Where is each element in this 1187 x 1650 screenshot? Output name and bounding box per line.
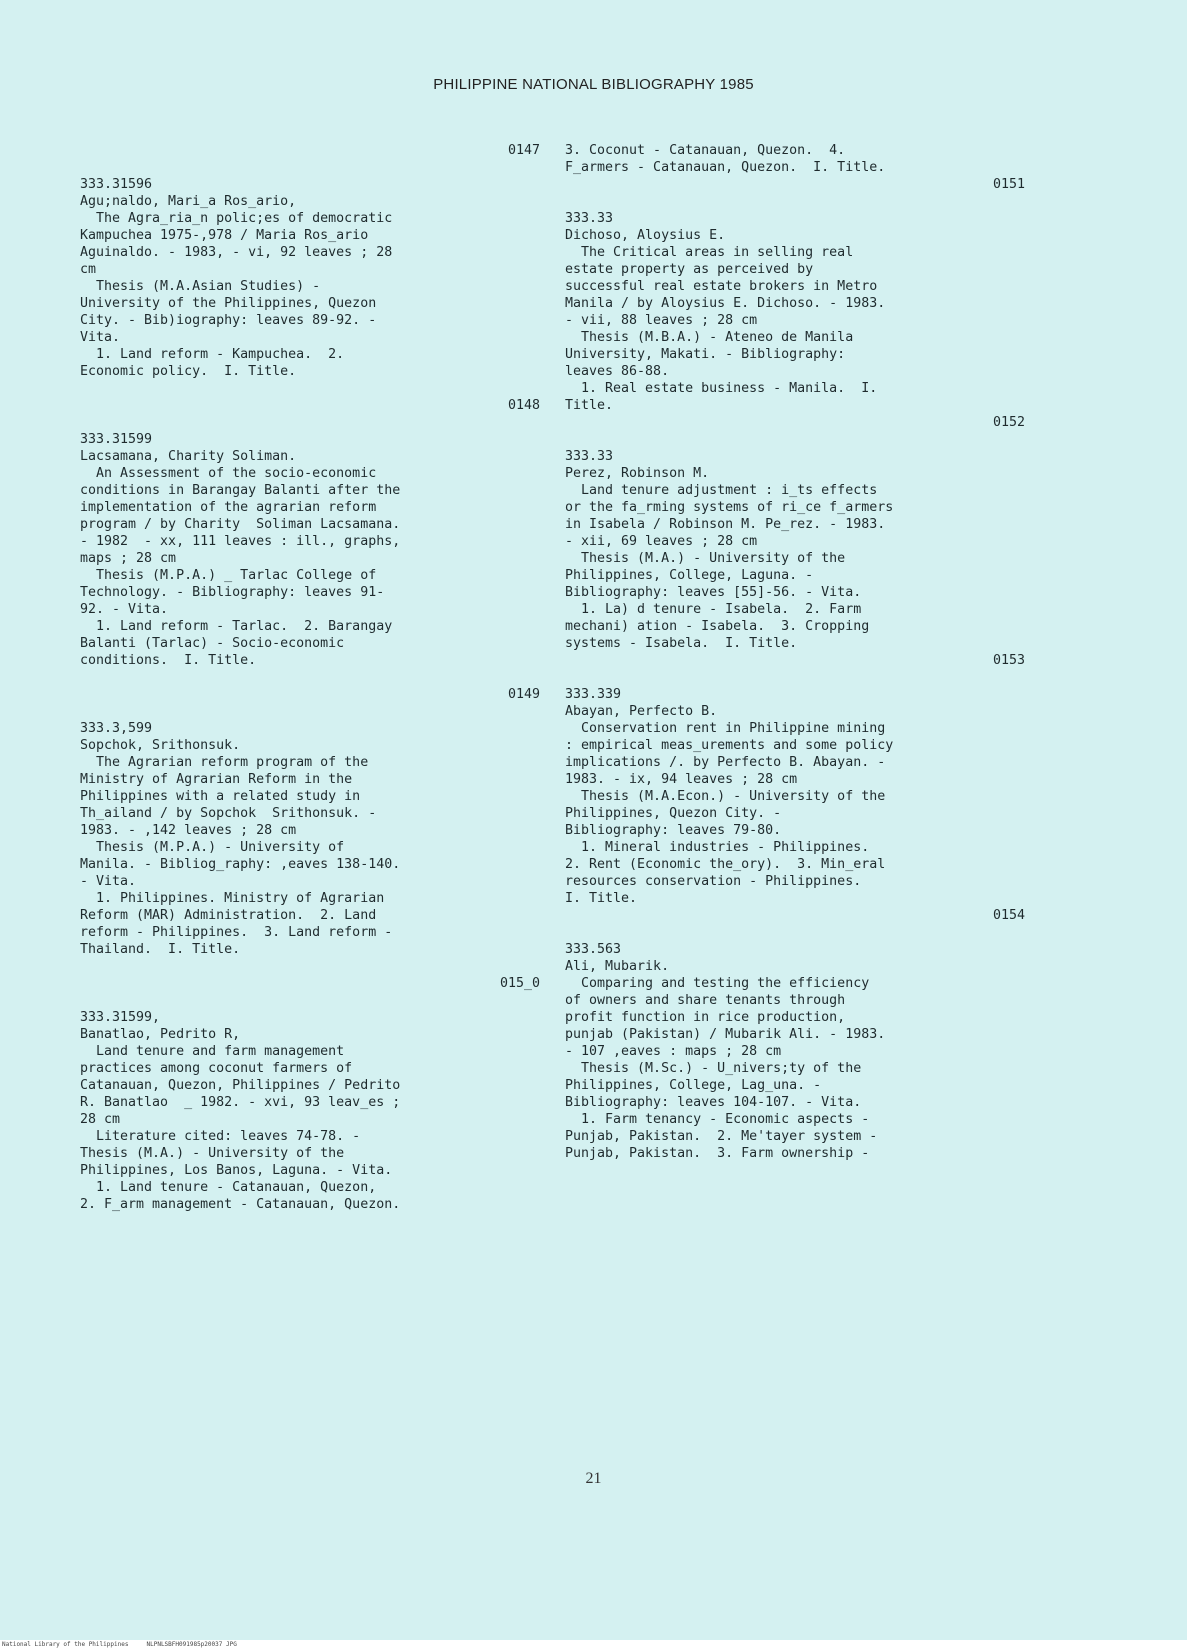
- bibliography-entry: [565, 210, 1025, 448]
- spacer: [80, 669, 540, 686]
- call-number: 333.31599: [80, 432, 153, 447]
- entry-line: Thailand. I. Title.: [80, 942, 241, 957]
- entry-line: Comparing and testing the efficiency: [565, 976, 870, 991]
- call-number: 333.339: [565, 687, 622, 702]
- entry-line: Thesis (M.A.) - University of the: [80, 1146, 345, 1161]
- entry-line: Manila / by Aloysius E. Dichoso. - 1983.: [565, 296, 886, 311]
- entry-line: Philippines with a related study in: [80, 789, 361, 804]
- entry-line: leaves 86-88.: [565, 364, 670, 379]
- entry-line: Agu;naldo, Mari_a Ros_ario,: [80, 194, 297, 209]
- entry-line: Literature cited: leaves 74-78. -: [80, 1129, 361, 1144]
- entry-line: Abayan, Perfecto B.: [565, 704, 718, 719]
- entry-line: 2. Rent (Economic the_ory). 3. Min_eral: [565, 857, 886, 872]
- entry-line: maps ; 28 cm: [80, 551, 177, 566]
- entry-number: 0152: [992, 415, 1025, 430]
- entry-line: City. - Bib)iography: leaves 89-92. -: [80, 313, 377, 328]
- entry-line: in Isabela / Robinson M. Pe_rez. - 1983.: [565, 517, 886, 532]
- page-number: 21: [585, 1470, 602, 1487]
- entry-line: Aguinaldo. - 1983, - vi, 92 leaves ; 28: [80, 245, 393, 260]
- entry-line: R. Banatlao _ 1982. - xvi, 93 leav_es ;: [80, 1095, 401, 1110]
- entry-line: conditions in Barangay Balanti after the: [80, 483, 401, 498]
- entry-line: Technology. - Bibliography: leaves 91-: [80, 585, 385, 600]
- entry-line: practices among coconut farmers of: [80, 1061, 353, 1076]
- entry-line: University of the Philippines, Quezon: [80, 296, 377, 311]
- entry-line: Thesis (M.A.Econ.) - University of the: [565, 789, 886, 804]
- entry-line: Land tenure and farm management: [80, 1044, 345, 1059]
- entry-line: Thesis (M.A.Asian Studies) -: [80, 279, 321, 294]
- entry-line: : empirical meas_urements and some policy: [565, 738, 894, 753]
- call-number: 333.563: [565, 942, 622, 957]
- entry-line: 1983. - ix, 94 leaves ; 28 cm: [565, 772, 798, 787]
- entry-line: Punjab, Pakistan. 2. Me'tayer system -: [565, 1129, 878, 1144]
- entry-line: 1. Philippines. Ministry of Agrarian: [80, 891, 385, 906]
- entry-line: estate property as perceived by: [565, 262, 814, 277]
- spacer: [80, 414, 540, 431]
- entry-line: Philippines, College, Lag_una. -: [565, 1078, 822, 1093]
- entry-line: 1. Land tenure - Catanauan, Quezon,: [80, 1180, 377, 1195]
- entry-line: Ministry of Agrarian Reform in the: [80, 772, 353, 787]
- bibliography-entry: [80, 142, 540, 397]
- entry-line: implementation of the agrarian reform: [80, 500, 377, 515]
- entry-line: Philippines, Los Banos, Laguna. - Vita.: [80, 1163, 393, 1178]
- entry-line: The Critical areas in selling real: [565, 245, 854, 260]
- entry-line: or the fa_rming systems of ri_ce f_armers: [565, 500, 894, 515]
- entry-line: - 107 ,eaves : maps ; 28 cm: [565, 1044, 782, 1059]
- entry-line: Thesis (M.P.A.) - University of: [80, 840, 345, 855]
- right-column: [565, 142, 1025, 1179]
- spacer: [80, 992, 540, 1009]
- left-column: [80, 142, 540, 1230]
- entry-line: Reform (MAR) Administration. 2. Land: [80, 908, 377, 923]
- entry-line: reform - Philippines. 3. Land reform -: [80, 925, 393, 940]
- spacer: [80, 958, 540, 975]
- entry-line: 92. - Vita.: [80, 602, 169, 617]
- entry-line: Bibliography: leaves 104-107. - Vita.: [565, 1095, 862, 1110]
- entry-line: - Vita.: [80, 874, 137, 889]
- entry-line: Catanauan, Quezon, Philippines / Pedrito: [80, 1078, 401, 1093]
- bibliography-entry: [565, 941, 1025, 1179]
- entry-line: Thesis (M.Sc.) - U_nivers;ty of the: [565, 1061, 862, 1076]
- spacer: [80, 1213, 540, 1230]
- entry-line: F_armers - Catanauan, Quezon. I. Title.: [565, 160, 886, 175]
- entry-line: Bibliography: leaves [55]-56. - Vita.: [565, 585, 862, 600]
- entry-line: I. Title.: [565, 891, 638, 906]
- entry-number: 0147: [507, 143, 540, 158]
- spacer: [80, 159, 540, 176]
- entry-line: Philippines, College, Laguna. -: [565, 568, 814, 583]
- entry-line: Title.: [565, 398, 614, 413]
- entry-line: Conservation rent in Philippine mining: [565, 721, 886, 736]
- entry-number: 0154: [992, 908, 1025, 923]
- bibliography-entry: [80, 397, 540, 686]
- entry-line: - xii, 69 leaves ; 28 cm: [565, 534, 758, 549]
- entry-line: Thesis (M.P.A.) _ Tarlac College of: [80, 568, 377, 583]
- entry-number: 015_0: [499, 976, 540, 991]
- call-number: 333.31599,: [80, 1010, 161, 1025]
- entry-line: Punjab, Pakistan. 3. Farm ownership -: [565, 1146, 870, 1161]
- entry-line: Balanti (Tarlac) - Socio-economic: [80, 636, 345, 651]
- entry-line: profit function in rice production,: [565, 1010, 846, 1025]
- entry-line: successful real estate brokers in Metro: [565, 279, 878, 294]
- entry-line: Land tenure adjustment : i_ts effects: [565, 483, 878, 498]
- bibliography-entry: [565, 142, 1025, 210]
- entry-line: Vita.: [80, 330, 121, 345]
- entry-line: Thesis (M.B.A.) - Ateneo de Manila: [565, 330, 854, 345]
- page-header: PHILIPPINE NATIONAL BIBLIOGRAPHY 1985: [433, 76, 754, 93]
- entry-line: implications /. by Perfecto B. Abayan. -: [565, 755, 886, 770]
- entry-line: Bibliography: leaves 79-80.: [565, 823, 782, 838]
- spacer: [565, 193, 1025, 210]
- entry-line: Kampuchea 1975-,978 / Maria Ros_ario: [80, 228, 369, 243]
- entry-line: 1. Land reform - Kampuchea. 2.: [80, 347, 345, 362]
- call-number: 333.33: [565, 449, 614, 464]
- entry-line: Banatlao, Pedrito R,: [80, 1027, 241, 1042]
- entry-line: 1. La) d tenure - Isabela. 2. Farm: [565, 602, 862, 617]
- entry-line: 1. Land reform - Tarlac. 2. Barangay: [80, 619, 393, 634]
- entry-line: punjab (Pakistan) / Mubarik Ali. - 1983.: [565, 1027, 886, 1042]
- entry-line: 2. F_arm management - Catanauan, Quezon.: [80, 1197, 401, 1212]
- call-number: 333.31596: [80, 177, 153, 192]
- entry-line: conditions. I. Title.: [80, 653, 257, 668]
- spacer: [565, 1162, 1025, 1179]
- entry-line: cm: [80, 262, 97, 277]
- entry-line: Ali, Mubarik.: [565, 959, 670, 974]
- entry-number: 0149: [507, 687, 540, 702]
- entry-number: 0151: [992, 177, 1025, 192]
- entry-number: 0148: [507, 398, 540, 413]
- entry-line: Philippines, Quezon City. -: [565, 806, 782, 821]
- call-number: 333.33: [565, 211, 614, 226]
- spacer: [565, 924, 1025, 941]
- entry-line: - vii, 88 leaves ; 28 cm: [565, 313, 758, 328]
- entry-line: 1. Farm tenancy - Economic aspects -: [565, 1112, 870, 1127]
- entry-line: 1. Mineral industries - Philippines.: [565, 840, 870, 855]
- entry-line: program / by Charity Soliman Lacsamana.: [80, 517, 401, 532]
- entry-line: The Agra_ria_n polic;es of democratic: [80, 211, 393, 226]
- bibliography-entry: [80, 975, 540, 1230]
- bibliography-entry: [565, 448, 1025, 686]
- entry-number: 0153: [992, 653, 1025, 668]
- entry-line: mechani) ation - Isabela. 3. Cropping: [565, 619, 870, 634]
- entry-line: 28 cm: [80, 1112, 121, 1127]
- bibliography-entry: [565, 686, 1025, 941]
- entry-line: An Assessment of the socio-economic: [80, 466, 377, 481]
- entry-line: Sopchok, Srithonsuk.: [80, 738, 241, 753]
- entry-line: Th_ailand / by Sopchok Srithonsuk. -: [80, 806, 377, 821]
- entry-line: systems - Isabela. I. Title.: [565, 636, 798, 651]
- entry-line: Thesis (M.A.) - University of the: [565, 551, 846, 566]
- spacer: [565, 669, 1025, 686]
- entry-line: 1. Real estate business - Manila. I.: [565, 381, 878, 396]
- spacer: [80, 703, 540, 720]
- entry-line: Economic policy. I. Title.: [80, 364, 297, 379]
- spacer: [80, 380, 540, 397]
- entry-line: of owners and share tenants through: [565, 993, 846, 1008]
- entry-line: Dichoso, Aloysius E.: [565, 228, 726, 243]
- call-number: 333.3,599: [80, 721, 153, 736]
- entry-line: resources conservation - Philippines.: [565, 874, 862, 889]
- scan-strip-label: National Library of the Philippines NLPNLSBFH091985p20037 JPG: [2, 1641, 237, 1648]
- entry-line: The Agrarian reform program of the: [80, 755, 369, 770]
- call-number: 3. Coconut - Catanauan, Quezon. 4.: [565, 143, 846, 158]
- spacer: [565, 431, 1025, 448]
- entry-line: Lacsamana, Charity Soliman.: [80, 449, 297, 464]
- entry-line: University, Makati. - Bibliography:: [565, 347, 846, 362]
- entry-line: Manila. - Bibliog_raphy: ,eaves 138-140.: [80, 857, 401, 872]
- entry-line: Perez, Robinson M.: [565, 466, 710, 481]
- entry-line: - 1982 - xx, 111 leaves : ill., graphs,: [80, 534, 401, 549]
- bibliography-entry: [80, 686, 540, 975]
- entry-line: 1983. - ,142 leaves ; 28 cm: [80, 823, 297, 838]
